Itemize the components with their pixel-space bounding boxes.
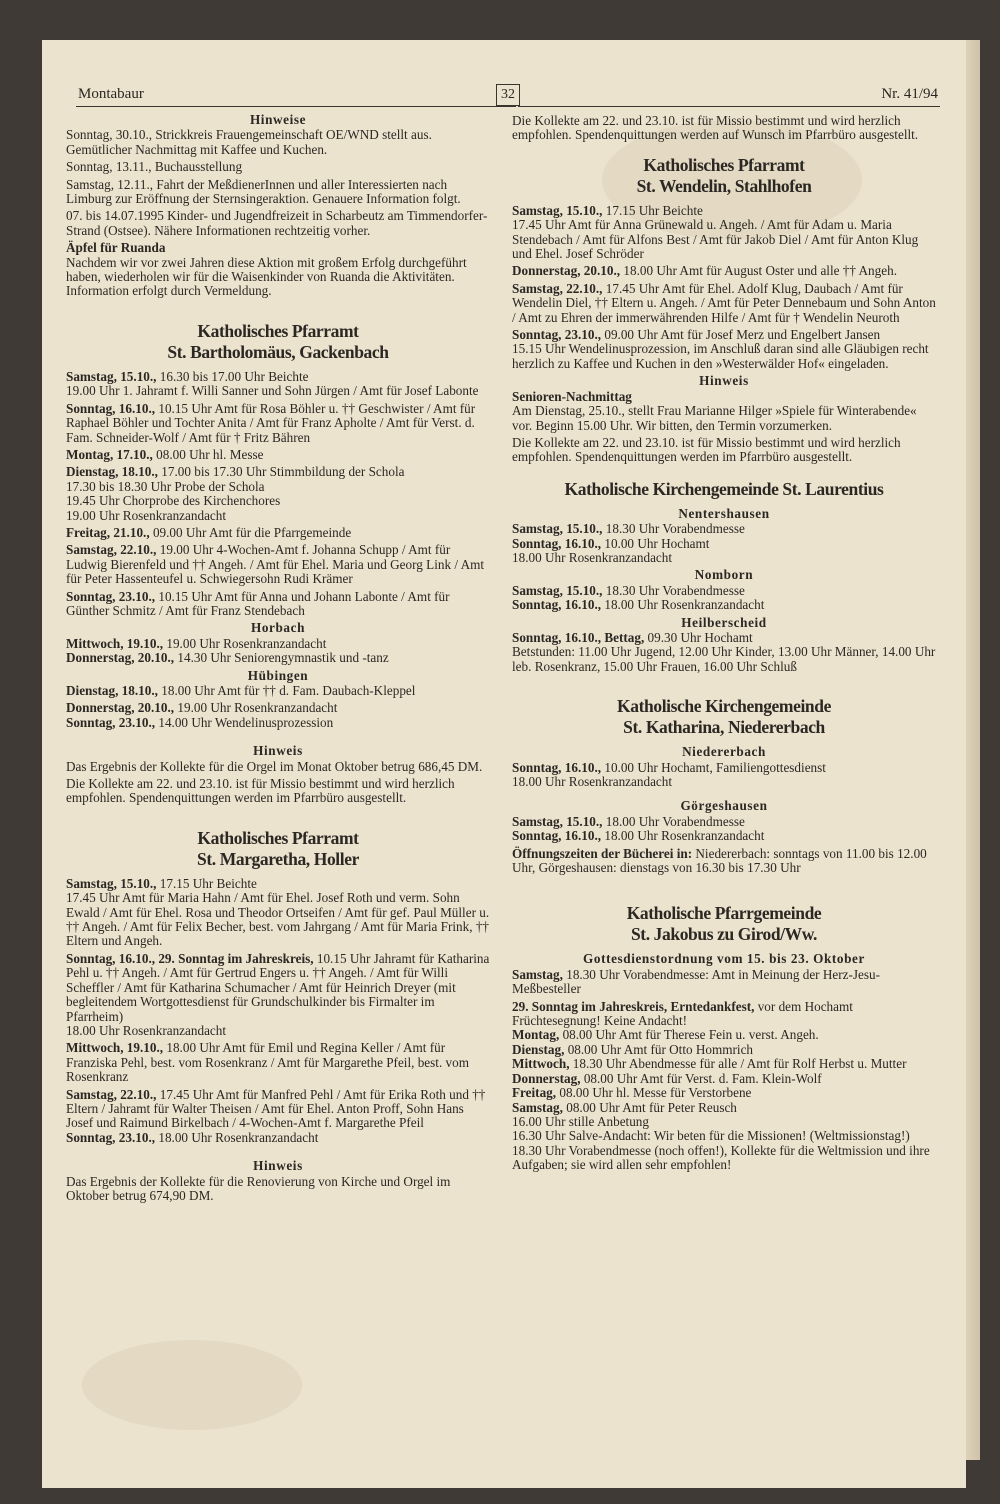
service-entry	[66, 448, 490, 462]
entry-date: Sonntag, 16.10.,	[512, 535, 602, 551]
section-heading-line1: Katholisches Pfarramt	[197, 320, 359, 341]
entry-text: 14.00 Uhr Wendelinusprozession	[155, 714, 334, 730]
notice-text: Die Kollekte am 22. und 23.10. ist für Missio bestimmt und wird herzlich empfohlen. Spendenquittungen werden auf Wunsch im Pfarrbüro ausgestellt.	[512, 113, 919, 143]
entry-text: 18.00 Uhr Rosenkranzandacht	[512, 549, 673, 565]
notice-title: Senioren-Nachmittag	[512, 388, 632, 404]
service-entry	[66, 1041, 490, 1084]
entry-text: 09.00 Uhr Amt für die Pfarrgemeinde	[149, 524, 352, 540]
entry-date: Sonntag, 23.10.,	[66, 714, 156, 730]
section-heading-line2: St. Katharina, Niedererbach	[623, 717, 825, 738]
notice-text: Nachdem wir vor zwei Jahren diese Aktion mit großem Erfolg durchgeführt haben, wiederholen wir für die Waisenkinder von Ruanda die Aktivitäten. Information erfolgt durch Vermeldung.	[66, 254, 467, 299]
section-subheading: Hinweise	[249, 112, 307, 127]
section-heading: Katholische Kirchengemeinde St. Laurentius	[564, 478, 884, 499]
entry-text: 18.30 Uhr Vorabendmesse	[602, 521, 745, 537]
section-heading-line1: Katholische Kirchengemeinde	[617, 696, 831, 717]
service-entry	[512, 815, 936, 844]
entry-date: Dienstag, 18.10.,	[66, 683, 158, 698]
entry-text: Niedererbach: sonntags von 11.00 bis 12.00 Uhr, Görgeshausen: dienstags von 16.30 bis 17.30 Uhr	[512, 845, 927, 876]
entry-text: 18.30 Uhr Abendmesse für alle / Amt für Rolf Herbst u. Mutter	[569, 1056, 907, 1072]
service-entry	[512, 847, 936, 876]
notice-text: Samstag, 12.11., Fahrt der MeßdienerInnen und aller Interessierten nach Limburg zur Eröffnung der Sternsingeraktion. Genauere Information folgt.	[66, 176, 461, 207]
notice-block	[66, 241, 490, 299]
service-entry	[512, 761, 936, 790]
entry-date: Sonntag, 16.10.,	[512, 759, 602, 775]
location-subheading: Nentershausen	[678, 505, 770, 521]
section-subheading: Hinweis	[253, 743, 303, 759]
notice-title: Äpfel für Ruanda	[66, 240, 166, 256]
entry-text: 10.15 Uhr Amt für Rosa Böhler u. †† Geschwister / Amt für Raphael Böhler und Tochter Anita / Amt für Franz Apholte / Amt für Verst. d. Fam. Schneider-Wolf / Amt für † Fritz Bähren	[66, 400, 476, 445]
service-entry	[66, 701, 490, 730]
entry-date: Samstag,	[512, 966, 563, 982]
service-entry	[66, 402, 490, 445]
entry-text: 19.45 Uhr Chorprobe des Kirchenchores	[66, 493, 281, 509]
section-subheading: Hinweis	[699, 373, 749, 389]
entry-text: 17.45 Uhr Amt für Maria Hahn / Amt für Ehel. Josef Roth und verm. Sohn Ewald / Amt für Ehel. Rosa und Theodor Ortseifen / Amt für gef. Paul Müller u. †† Angeh. / Amt für Felix Becher, best. vom Jahrgang / Amt für Maria Frink, †† Eltern und Angeh.	[66, 890, 490, 949]
entry-text: 17.45 Uhr Amt für Anna Grünewald u. Angeh. / Amt für Adam u. Maria Stendebach / Amt für Alfons Best / Amt für Jakob Diel / Amt für Anton Klug und Ehel. Josef Schröder	[512, 217, 919, 262]
service-entry	[512, 522, 936, 565]
section-heading-line2: St. Margaretha, Holler	[197, 848, 359, 869]
entry-text: 17.45 Uhr Amt für Ehel. Adolf Klug, Daubach / Amt für Wendelin Diel, †† Eltern u. Angeh. / Amt für Peter Dennebaum und Sohn Anton / Amt zu Ehren der immerwährenden Hilfe / Amt für † Wendelin Neuroth	[512, 280, 936, 325]
notice-text: Sonntag, 30.10., Strickkreis Frauengemeinschaft OE/WND stellt aus. Gemütlicher Nachmittag mit Kaffee und Kuchen.	[66, 127, 432, 157]
entry-text: 18.00 Uhr Rosenkranzandacht	[512, 774, 673, 789]
entry-date: Donnerstag, 20.10.,	[512, 263, 621, 279]
page-number: 32	[496, 84, 520, 106]
entry-text: 10.00 Uhr Hochamt, Familiengottesdienst	[601, 759, 826, 775]
location-subheading: Hübingen	[247, 667, 309, 683]
entry-date: Samstag, 15.10.,	[512, 202, 603, 218]
service-entry	[66, 684, 490, 698]
section-heading	[512, 696, 936, 738]
location-subheading: Niedererbach	[682, 744, 766, 760]
section-heading-line2: St. Bartholomäus, Gackenbach	[167, 341, 389, 362]
service-entry	[66, 526, 490, 540]
entry-text: Betstunden: 11.00 Uhr Jugend, 12.00 Uhr Kinder, 13.00 Uhr Männer, 14.00 Uhr leb. Rosenkranz, 15.00 Uhr Frauen, 16.00 Uhr Schluß	[512, 644, 936, 674]
service-entry	[512, 204, 936, 262]
notice-text: 07. bis 14.07.1995 Kinder- und Jugendfreizeit in Scharbeutz am Timmendorfer-Strand (Ostsee). Nähere Informationen rechtzeitig vorher.	[66, 208, 488, 238]
entry-text: 17.15 Uhr Beichte	[156, 875, 257, 891]
entry-date: Donnerstag, 20.10.,	[66, 700, 175, 716]
entry-text: 18.30 Uhr Vorabendmesse: Amt in Meinung der Herz-Jesu-Meßbesteller	[512, 966, 880, 997]
header-divider-right	[518, 106, 940, 107]
service-entry	[512, 1000, 936, 1173]
entry-date: Sonntag, 16.10.,	[512, 828, 602, 844]
section-heading-line1: Katholisches Pfarramt	[197, 827, 359, 848]
entry-text: 10.00 Uhr Hochamt	[601, 535, 710, 551]
entry-date: Samstag, 22.10.,	[66, 1086, 157, 1102]
notice-text: Das Ergebnis der Kollekte für die Renovierung von Kirche und Orgel im Oktober betrug 674,90 DM.	[66, 1173, 451, 1203]
entry-text: 09.30 Uhr Hochamt	[644, 629, 753, 645]
entry-text: 16.00 Uhr stille Anbetung	[512, 1113, 649, 1129]
entry-text: vor dem Hochamt Früchtesegnung! Keine Andacht!	[512, 998, 853, 1029]
entry-date: Samstag, 15.10.,	[512, 813, 603, 829]
entry-text: 10.15 Uhr Amt für Anna und Johann Labonte / Amt für Günther Schmitz / Amt für Franz Stendebach	[66, 588, 450, 618]
entry-date: Sonntag, 16.10., 29. Sonntag im Jahreskreis,	[66, 950, 314, 966]
issue-number: Nr. 41/94	[881, 86, 938, 102]
section-heading-line1: Katholisches Pfarramt	[643, 154, 805, 175]
entry-text: 09.00 Uhr Amt für Josef Merz und Engelbert Jansen	[601, 327, 881, 343]
section-heading-line2: St. Jakobus zu Girod/Ww.	[630, 924, 818, 945]
entry-text: 18.00 Uhr Amt für Emil und Regina Keller / Amt für Franziska Pehl, best. vom Rosenkranz / Amt für Margarethe Pfeil, best. vom Rosenkranz	[66, 1040, 469, 1085]
entry-text: 19.00 Uhr Rosenkranzandacht	[163, 635, 327, 651]
entry-text: 08.00 Uhr Amt für Peter Reusch	[562, 1099, 737, 1115]
header-divider-left	[76, 106, 516, 107]
entry-text: 16.30 bis 17.00 Uhr Beichte	[156, 368, 309, 384]
entry-date: Dienstag,	[512, 1041, 565, 1057]
entry-text: 15.15 Uhr Wendelinusprozession, im Anschluß daran sind alle Gläubigen recht herzlich zu Kaffee und Kuchen in den »Westerwälder Hof« eingeladen.	[512, 341, 929, 371]
service-entry	[512, 584, 936, 613]
entry-date: Donnerstag,	[512, 1070, 581, 1086]
entry-date: Sonntag, 23.10.,	[66, 1129, 156, 1145]
entry-date: Mittwoch, 19.10.,	[66, 1040, 164, 1056]
entry-text: 08.00 Uhr hl. Messe	[152, 446, 264, 462]
entry-text: 18.30 Uhr Vorabendmesse (noch offen!), Kollekte für die Weltmission und ihre Aufgaben; sie wird allen sehr empfohlen!	[512, 1142, 930, 1173]
entry-text: 18.00 Uhr Rosenkranzandacht	[601, 828, 765, 844]
left-column	[66, 112, 490, 1206]
entry-text: 08.00 Uhr Amt für Verst. d. Fam. Klein-Wolf	[580, 1070, 822, 1086]
entry-date: Montag,	[512, 1027, 560, 1043]
notice-block	[512, 390, 936, 433]
entry-date: Sonntag, 16.10.,	[512, 597, 602, 613]
section-subheading: Hinweis	[253, 1158, 303, 1174]
entry-text: 08.00 Uhr Amt für Therese Fein u. verst. Angeh.	[559, 1027, 819, 1043]
notice-text: Sonntag, 13.11., Buchausstellung	[66, 159, 243, 175]
notice-text: Die Kollekte am 22. und 23.10. ist für Missio bestimmt und wird herzlich empfohlen. Spendenquittungen werden im Pfarrbüro ausgestellt.	[512, 434, 901, 465]
section-heading	[512, 903, 936, 945]
entry-text: 19.00 Uhr Rosenkranzandacht	[66, 507, 227, 523]
notice-text: Am Dienstag, 25.10., stellt Frau Marianne Hilger »Spiele für Winterabende« vor. Beginn 15.00 Uhr. Wir bitten, den Termin vorzumerken.	[512, 403, 917, 433]
section-heading	[66, 828, 490, 870]
entry-date: Samstag, 22.10.,	[66, 542, 157, 558]
entry-text: 16.30 Uhr Salve-Andacht: Wir beten für die Missionen! (Weltmissionstag!)	[512, 1128, 910, 1144]
entry-date: Mittwoch,	[512, 1056, 570, 1072]
section-heading	[512, 155, 936, 197]
entry-text: 17.45 Uhr Amt für Manfred Pehl / Amt für Erika Roth und †† Eltern / Jahramt für Walter Theisen / Amt für Ehel. Anton Proff, Sohn Hans Josef und Raimund Birkelbach / 4-Wochen-Amt f. Margarethe Pfeil	[66, 1086, 486, 1131]
notice-text: Das Ergebnis der Kollekte für die Orgel im Monat Oktober betrug 686,45 DM.	[66, 758, 483, 774]
location-subheading: Heilberscheid	[681, 614, 767, 630]
entry-date: Freitag,	[512, 1085, 557, 1101]
entry-text: 08.00 Uhr hl. Messe für Verstorbene	[556, 1085, 752, 1101]
entry-date: 29. Sonntag im Jahreskreis, Erntedankfest,	[512, 998, 755, 1014]
location-subheading: Görgeshausen	[680, 798, 768, 814]
entry-date: Sonntag, 16.10., Bettag,	[512, 629, 645, 645]
service-entry	[66, 543, 490, 586]
service-entry	[66, 637, 490, 666]
location-subheading: Horbach	[250, 620, 306, 636]
entry-text: 08.00 Uhr Amt für Otto Hommrich	[564, 1041, 754, 1057]
service-entry	[66, 1088, 490, 1146]
entry-text: 19.00 Uhr 1. Jahramt f. Willi Sanner und Sohn Jürgen / Amt für Josef Labonte	[66, 383, 479, 399]
entry-date: Donnerstag, 20.10.,	[66, 650, 175, 666]
entry-text: 18.00 Uhr Rosenkranzandacht	[155, 1129, 319, 1145]
section-heading-line2: St. Wendelin, Stahlhofen	[636, 175, 812, 196]
entry-date: Samstag, 15.10.,	[512, 582, 603, 598]
service-entry	[512, 328, 936, 371]
section-heading-line1: Katholische Pfarrgemeinde	[626, 903, 822, 924]
location-subheading: Nomborn	[694, 567, 754, 583]
section-heading	[66, 321, 490, 363]
service-entry	[66, 590, 490, 619]
entry-text: 18.00 Uhr Vorabendmesse	[602, 813, 745, 829]
entry-date: Öffnungszeiten der Bücherei in:	[512, 845, 693, 861]
service-entry	[66, 952, 490, 1038]
entry-date: Sonntag, 16.10.,	[66, 400, 156, 416]
entry-date: Montag, 17.10.,	[66, 446, 153, 462]
service-entry	[512, 968, 936, 997]
entry-date: Sonntag, 23.10.,	[66, 588, 156, 604]
service-entry	[66, 465, 490, 523]
notice-text: Die Kollekte am 22. und 23.10. ist für Missio bestimmt und wird herzlich empfohlen. Spendenquittungen werden im Pfarrbüro ausgestellt.	[66, 776, 455, 806]
entry-date: Samstag,	[512, 1099, 563, 1115]
entry-date: Samstag, 22.10.,	[512, 280, 603, 296]
entry-date: Freitag, 21.10.,	[66, 524, 150, 540]
entry-date: Samstag, 15.10.,	[512, 521, 603, 537]
entry-text: 18.00 Uhr Rosenkranzandacht	[601, 597, 765, 613]
entry-date: Mittwoch, 19.10.,	[66, 635, 164, 651]
schedule-subheading: Gottesdienstordnung vom 15. bis 23. Oktober	[583, 951, 865, 967]
entry-text: 17.30 bis 18.30 Uhr Probe der Schola	[66, 478, 265, 494]
entry-text: 10.15 Uhr Jahramt für Katharina Pehl u. †† Angeh. / Amt für Gertrud Engers u. †† Angeh. / Amt für Willi Scheffler / Amt für Katharina Schumacher / Amt für Heinrich Dreyer (mit begleitendem Wortgottesdienst für Grundschulkinder bis Firmalter im Pfarrheim)	[66, 950, 490, 1024]
entry-text: 14.30 Uhr Seniorengymnastik und -tanz	[174, 650, 389, 666]
entry-date: Samstag, 15.10.,	[66, 368, 157, 384]
entry-text: 18.00 Uhr Amt für †† d. Fam. Daubach-Kleppel	[157, 683, 416, 698]
entry-date: Sonntag, 23.10.,	[512, 327, 602, 343]
entry-text: 17.15 Uhr Beichte	[602, 202, 703, 218]
entry-text: 17.00 bis 17.30 Uhr Stimmbildung der Schola	[157, 464, 405, 480]
entry-text: 18.00 Uhr Rosenkranzandacht	[66, 1022, 227, 1038]
header-town: Montabaur	[78, 86, 144, 102]
service-entry	[66, 370, 490, 399]
entry-text: 19.00 Uhr 4-Wochen-Amt f. Johanna Schupp / Amt für Ludwig Bierenfeld und †† Angeh. / Amt für Ehel. Maria und Georg Link / Amt für Peter Hassenteufel u. Schwiegersohn Rudi Krämer	[66, 542, 485, 587]
service-entry	[512, 631, 936, 674]
entry-text: 19.00 Uhr Rosenkranzandacht	[174, 700, 338, 716]
page-header	[76, 84, 940, 108]
service-entry	[66, 877, 490, 949]
entry-text: 18.00 Uhr Amt für August Oster und alle †† Angeh.	[620, 263, 897, 279]
entry-date: Samstag, 15.10.,	[66, 875, 157, 891]
entry-text: 18.30 Uhr Vorabendmesse	[602, 582, 745, 598]
service-entry	[512, 264, 936, 278]
right-column	[512, 114, 936, 1176]
entry-date: Dienstag, 18.10.,	[66, 464, 158, 480]
service-entry	[512, 282, 936, 325]
